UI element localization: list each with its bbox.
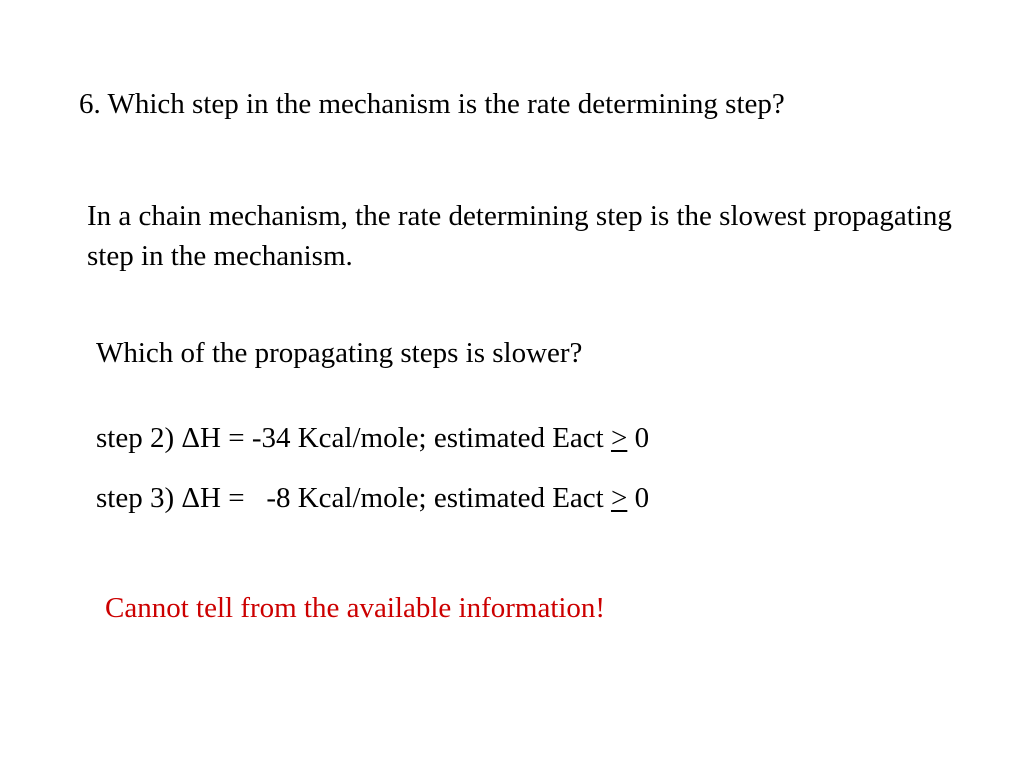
- answer-text: Cannot tell from the available information!: [105, 592, 606, 624]
- step-2-value: 0: [627, 422, 650, 454]
- step-3-operator: >: [610, 482, 628, 514]
- step-2-text: step 2) ΔH = -34 Kcal/mole; estimated Eact: [96, 422, 611, 454]
- step-3-line: [96, 478, 649, 518]
- question-text: 6. Which step in the mechanism is the rate determining step?: [79, 88, 785, 120]
- step-2-line: [96, 418, 649, 458]
- step-3-text: step 3) ΔH = -8 Kcal/mole; estimated Eact: [96, 482, 611, 514]
- sub-question-text: Which of the propagating steps is slower?: [96, 337, 583, 369]
- step-2-operator: >: [610, 422, 628, 454]
- explanation-text: In a chain mechanism, the rate determining step is the slowest propagating step in the mechanism.: [87, 200, 952, 272]
- step-3-value: 0: [627, 482, 650, 514]
